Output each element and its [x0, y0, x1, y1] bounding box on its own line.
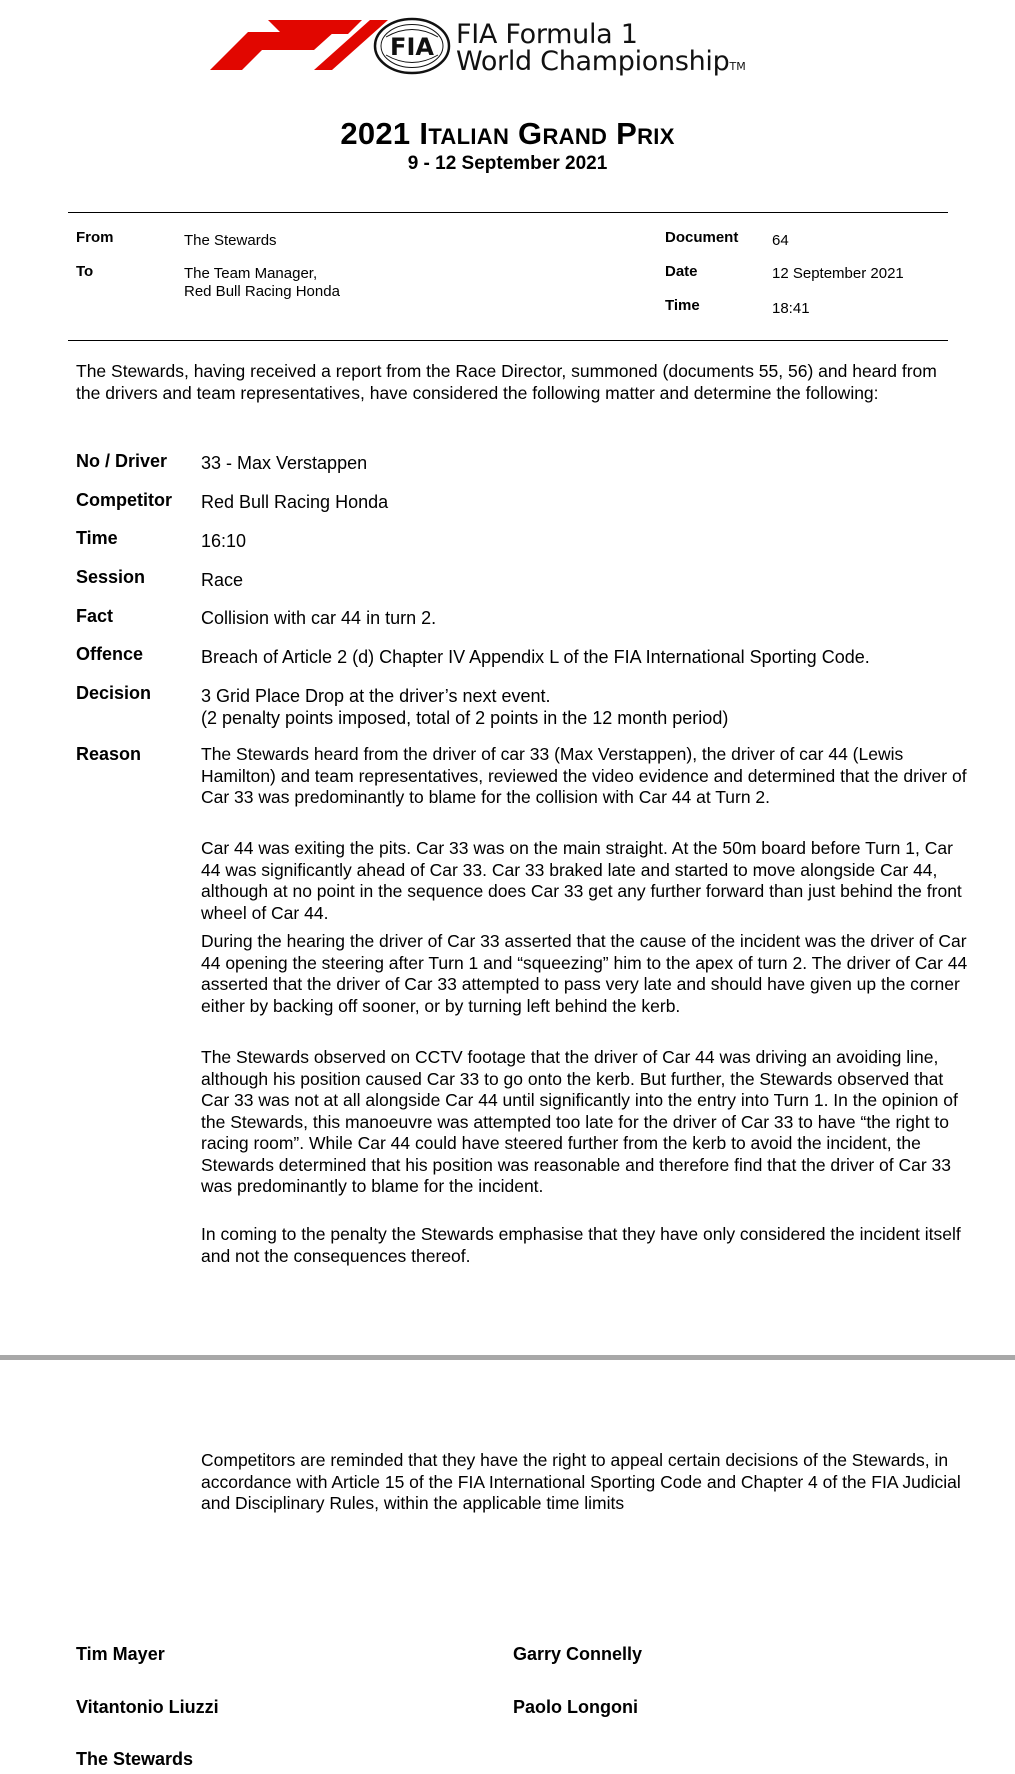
driver-value: 33 - Max Verstappen	[201, 453, 368, 473]
offence-value: Breach of Article 2 (d) Chapter IV Appendix L of the FIA International Sporting Code.	[201, 647, 870, 667]
competitor-label: Competitor	[76, 490, 172, 510]
f1-logo-icon	[210, 20, 388, 70]
time-label: Time	[665, 297, 700, 314]
offence-label: Offence	[76, 644, 144, 664]
reason-paragraph: In coming to the penalty the Stewards emphasise that they have only considered the incident itself and not the consequences thereof.	[201, 1224, 961, 1266]
document-label: Document	[665, 229, 739, 246]
incident-time-label: Time	[76, 528, 118, 548]
session-value: Race	[201, 570, 244, 590]
fia-mark-text: FIA	[390, 33, 434, 61]
decision-value-line-2: (2 penalty points imposed, total of 2 points in the 12 month period)	[201, 708, 729, 728]
reason-paragraph: Car 44 was exiting the pits. Car 33 was on the main straight. At the 50m board before Turn 1, Car 44 was significantly ahead of Car 33. Car 33 braked late and started to move alongside Car 44, although at no point in the sequence does Car 33 get any further forward than just behind the front wheel of Car 44.	[201, 838, 962, 923]
reason-paragraph: During the hearing the driver of Car 33 asserted that the cause of the incident was the driver of Car 44 opening the steering after Turn 1 and “squeezing” him to the apex of turn 2. The driver of Car 44 asserted that the driver of Car 33 attempted to pass very late and should have given up the corner either by backing off sooner, or by turning left behind the kerb.	[201, 931, 968, 1016]
decision-label: Decision	[76, 683, 152, 703]
fia-f1-logo	[210, 14, 830, 82]
logo-line-1: FIA Formula 1	[456, 19, 638, 50]
decision-value-line-1: 3 Grid Place Drop at the driver’s next event.	[201, 686, 551, 706]
to-value-line-2: Red Bull Racing Honda	[184, 283, 340, 300]
to-label: To	[76, 263, 94, 280]
event-dates: 9 - 12 September 2021	[407, 153, 608, 174]
header-rule-top	[68, 212, 948, 213]
from-value: The Stewards	[184, 232, 277, 249]
date-label: Date	[665, 263, 698, 280]
fia-emblem-icon	[372, 16, 452, 76]
section-divider	[0, 1355, 1015, 1360]
reason-paragraph: The Stewards observed on CCTV footage that the driver of Car 44 was driving an avoiding line, although his position caused Car 33 to go onto the kerb. But further, the Stewards observed that Car 33 was not at all alongside Car 44 until significantly into the entry into Turn 1. In the opinion of the Stewards, this manoeuvre was attempted too late for the driver of Car 33 to have “the right to racing room”. While Car 44 could have steered further from the kerb to avoid the incident, the Stewards determined that his position was reasonable and therefore find that the driver of Car 33 was predominantly to blame for the incident.	[201, 1047, 958, 1196]
incident-time-value: 16:10	[201, 531, 247, 551]
document-number: 64	[772, 232, 789, 249]
from-label: From	[76, 229, 114, 246]
time-value: 18:41	[772, 300, 810, 317]
session-label: Session	[76, 567, 146, 587]
appeal-notice: Competitors are reminded that they have the right to appeal certain decisions of the Stewards, in accordance with Article 15 of the FIA International Sporting Code and Chapter 4 of the FIA Judicial and Disciplinary Rules, within the applicable time limits	[201, 1450, 961, 1513]
signatory-name: Paolo Longoni	[513, 1697, 638, 1717]
signatory-name: Garry Connelly	[513, 1644, 643, 1664]
header-rule-bottom	[68, 340, 948, 341]
fact-value: Collision with car 44 in turn 2.	[201, 608, 437, 628]
signatory-name: Tim Mayer	[76, 1644, 165, 1664]
reason-label: Reason	[76, 744, 142, 764]
trademark-mark: TM	[729, 60, 746, 73]
driver-label: No / Driver	[76, 451, 168, 471]
reason-paragraph: The Stewards heard from the driver of car 33 (Max Verstappen), the driver of car 44 (Lewis Hamilton) and team representatives, reviewed the video evidence and determined that the driver of Car 33 was predominantly to blame for the collision with Car 44 at Turn 2.	[201, 744, 967, 807]
to-value-line-1: The Team Manager,	[184, 265, 318, 282]
signatory-name: Vitantonio Liuzzi	[76, 1697, 219, 1717]
fact-label: Fact	[76, 606, 114, 626]
page-title: 2021 Italian Grand Prix	[340, 116, 675, 151]
intro-paragraph: The Stewards, having received a report from the Race Director, summoned (documents 55, 56) and heard from the drivers and team representatives, have considered the following matter and determine the following:	[76, 361, 937, 403]
competitor-value: Red Bull Racing Honda	[201, 492, 389, 512]
signature-block-title: The Stewards	[76, 1749, 194, 1769]
date-value: 12 September 2021	[772, 265, 904, 282]
logo-line-2: World ChampionshipTM	[456, 46, 746, 77]
